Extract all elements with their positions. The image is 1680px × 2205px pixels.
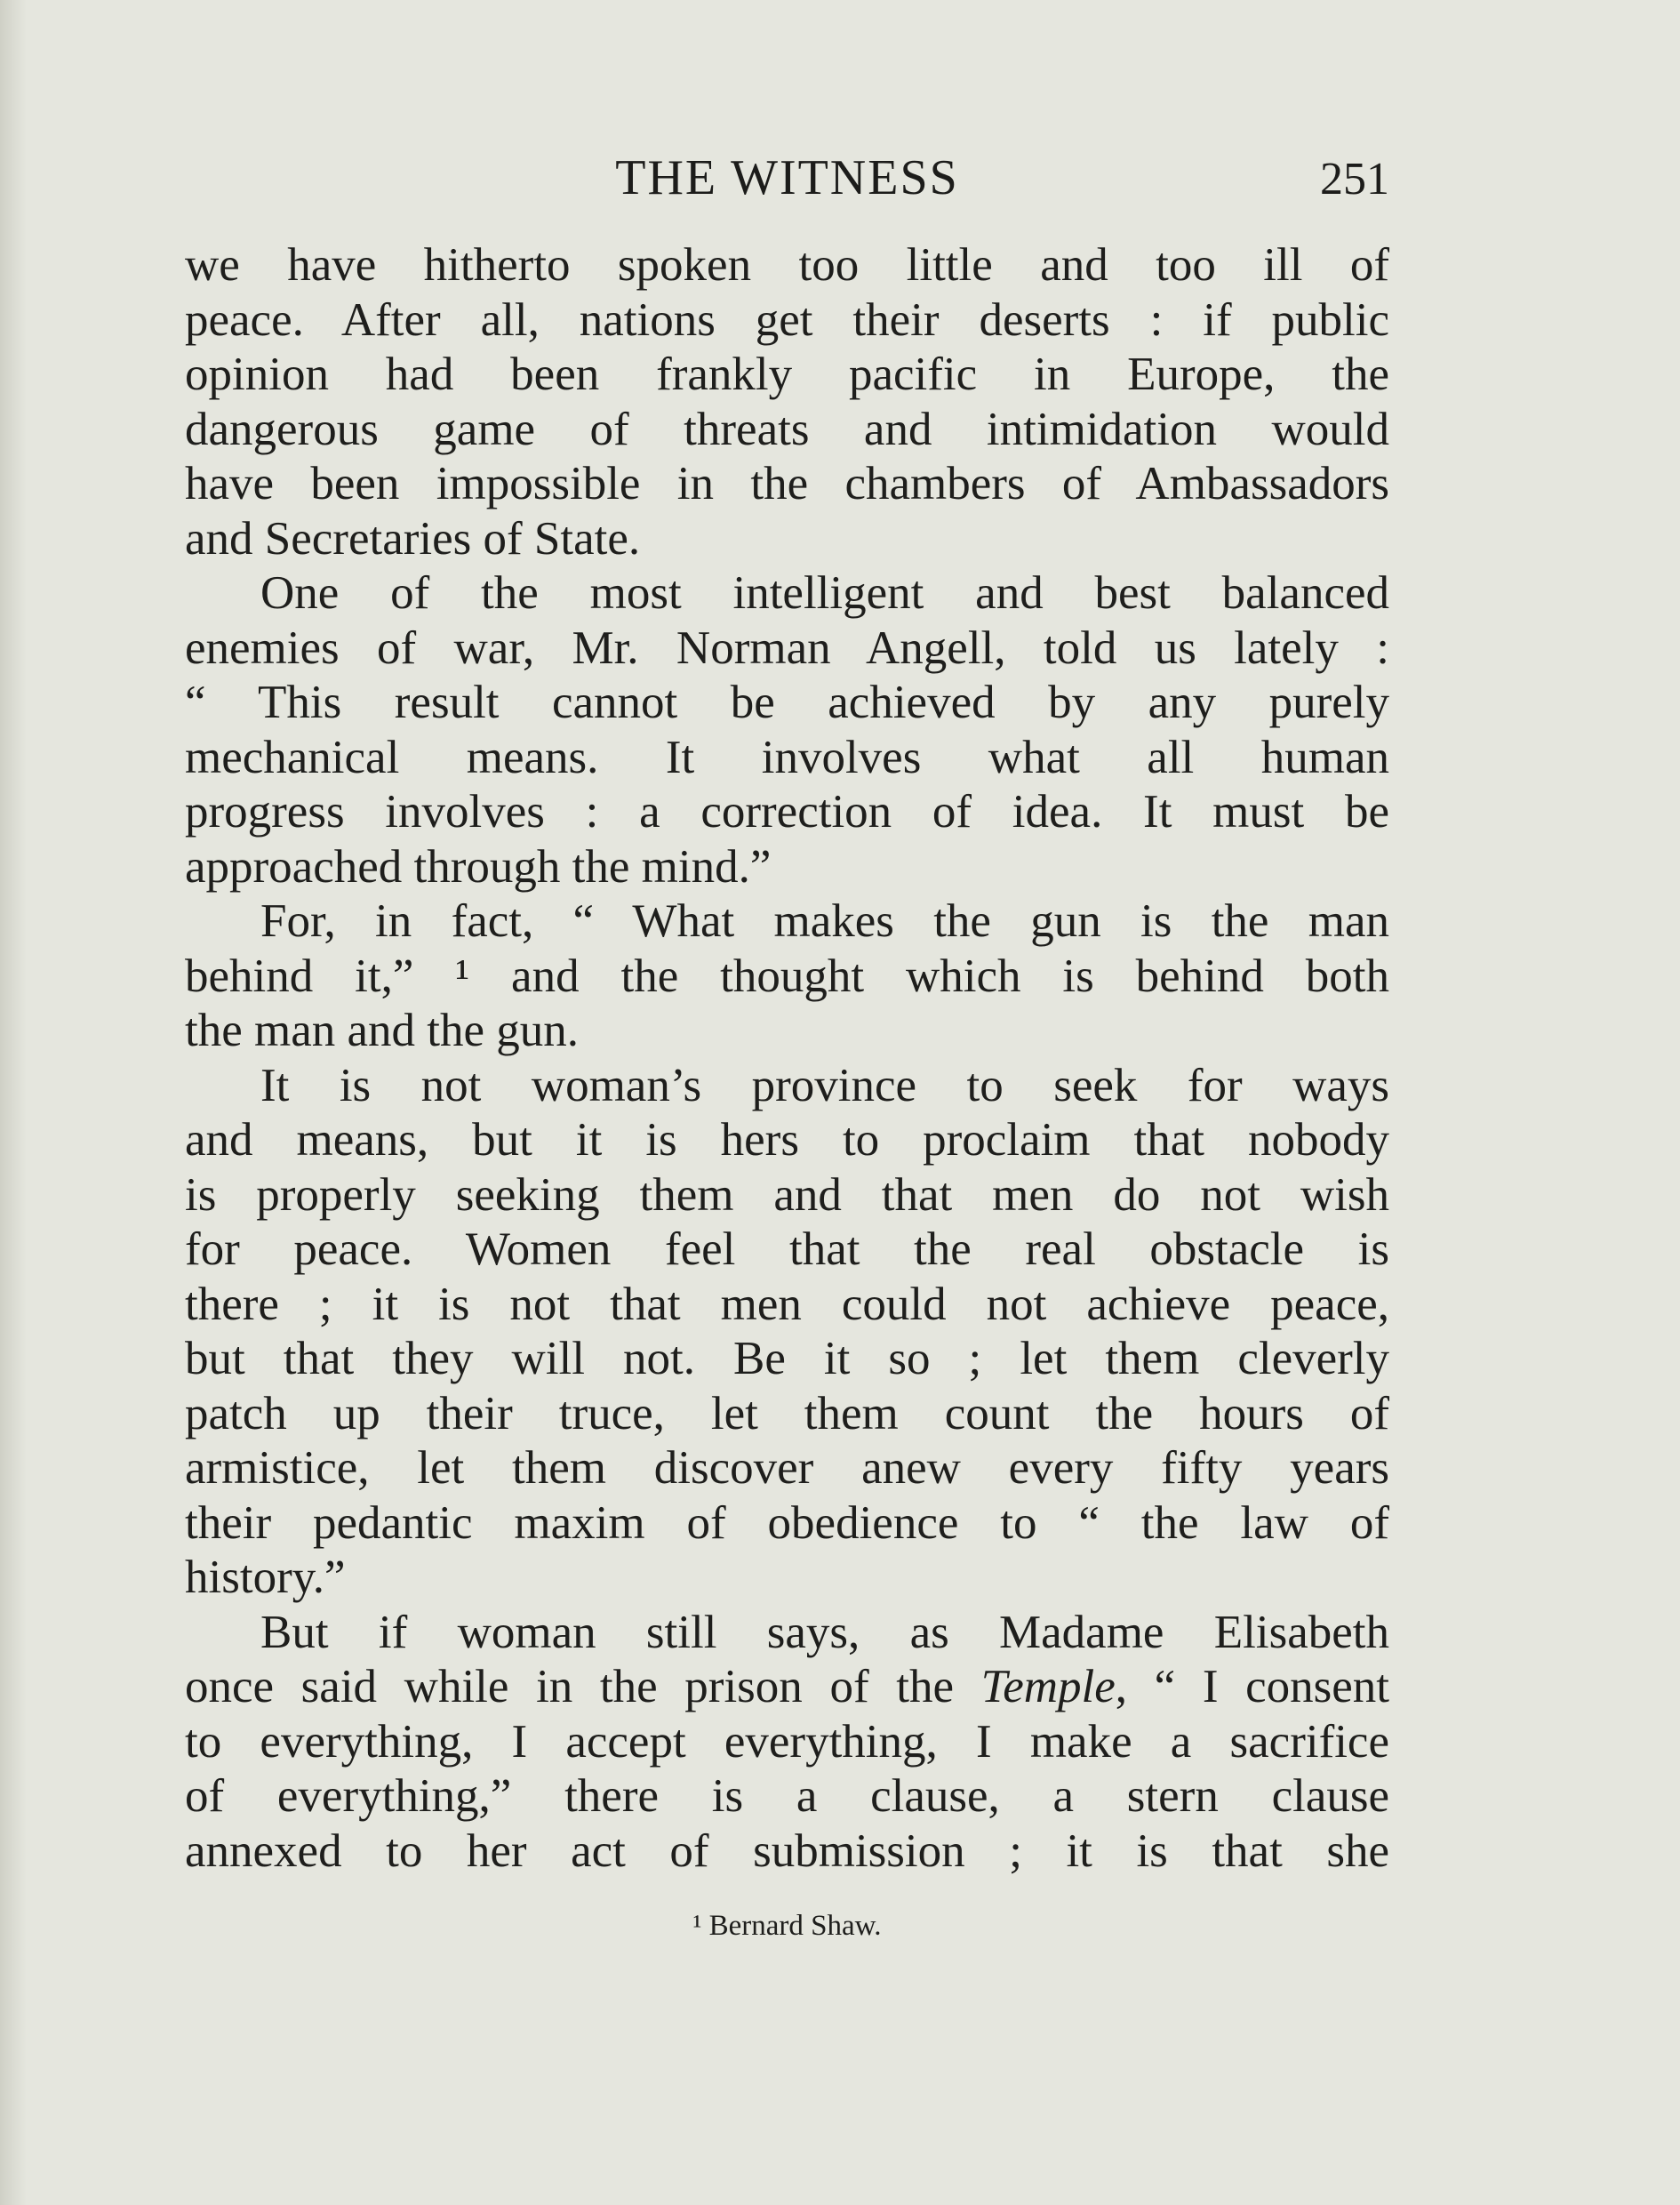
text-line: approached through the mind.” [185,840,772,893]
text-line: we have hitherto spoken too little and too ill of [185,239,1389,291]
text-line: progress involves : a correction of idea. It must be [185,786,1389,838]
text-line: their pedantic maxim of obedience to “ the law of [185,1496,1389,1549]
text-line: and Secretaries of State. [185,512,641,565]
text-line: but that they will not. Be it so ; let them cleverly [185,1333,1389,1384]
text-line: peace. After all, nations get their deserts : if public [185,293,1389,346]
text-line: dangerous game of threats and intimidation would [185,403,1389,455]
text-line: history.” [185,1552,346,1603]
text-line: One of the most intelligent and best balanced [260,567,1389,619]
text-line: It is not woman’s province to seek for ways [260,1059,1389,1111]
text-line: But if woman still says, as Madame Elisabeth [260,1606,1389,1658]
text-line: for peace. Women feel that the real obstacle is [185,1223,1389,1275]
text-line: have been impossible in the chambers of Ambassadors [185,458,1389,509]
text-line: to everything, I accept everything, I make a sacrifice [185,1715,1389,1768]
running-head [185,149,1389,212]
text-line: annexed to her act of submission ; it is that she [185,1824,1389,1877]
text-line: the man and the gun. [185,1005,580,1056]
text-line: patch up their truce, let them count the hours of [185,1387,1389,1439]
text-line: armistice, let them discover anew every fifty years [185,1442,1389,1494]
text-line: once said while in the prison of the Temple, “ I consent [185,1661,1389,1712]
text-line: there ; it is not that men could not achieve peace, [185,1278,1389,1330]
footnote: ¹ Bernard Shaw. [692,1910,882,1942]
page-number: 251 [1320,154,1389,204]
running-title: THE WITNESS [615,150,959,205]
text-line: For, in fact, “ What makes the gun is the man [260,895,1389,947]
text-line: and means, but it is hers to proclaim that nobody [185,1114,1389,1166]
text-line: opinion had been frankly pacific in Europe, the [185,349,1389,400]
text-line: of everything,” there is a clause, a stern clause [185,1770,1389,1822]
text-line: enemies of war, Mr. Norman Angell, told us lately : [185,621,1389,674]
text-line: behind it,” ¹ and the thought which is behind both [185,950,1389,1002]
page-gutter-shadow [0,0,27,2205]
body-text [185,238,1389,1879]
text-line: mechanical means. It involves what all human [185,731,1389,783]
text-line: is properly seeking them and that men do not wish [185,1168,1389,1221]
text-line: “ This result cannot be achieved by any purely [185,677,1389,728]
